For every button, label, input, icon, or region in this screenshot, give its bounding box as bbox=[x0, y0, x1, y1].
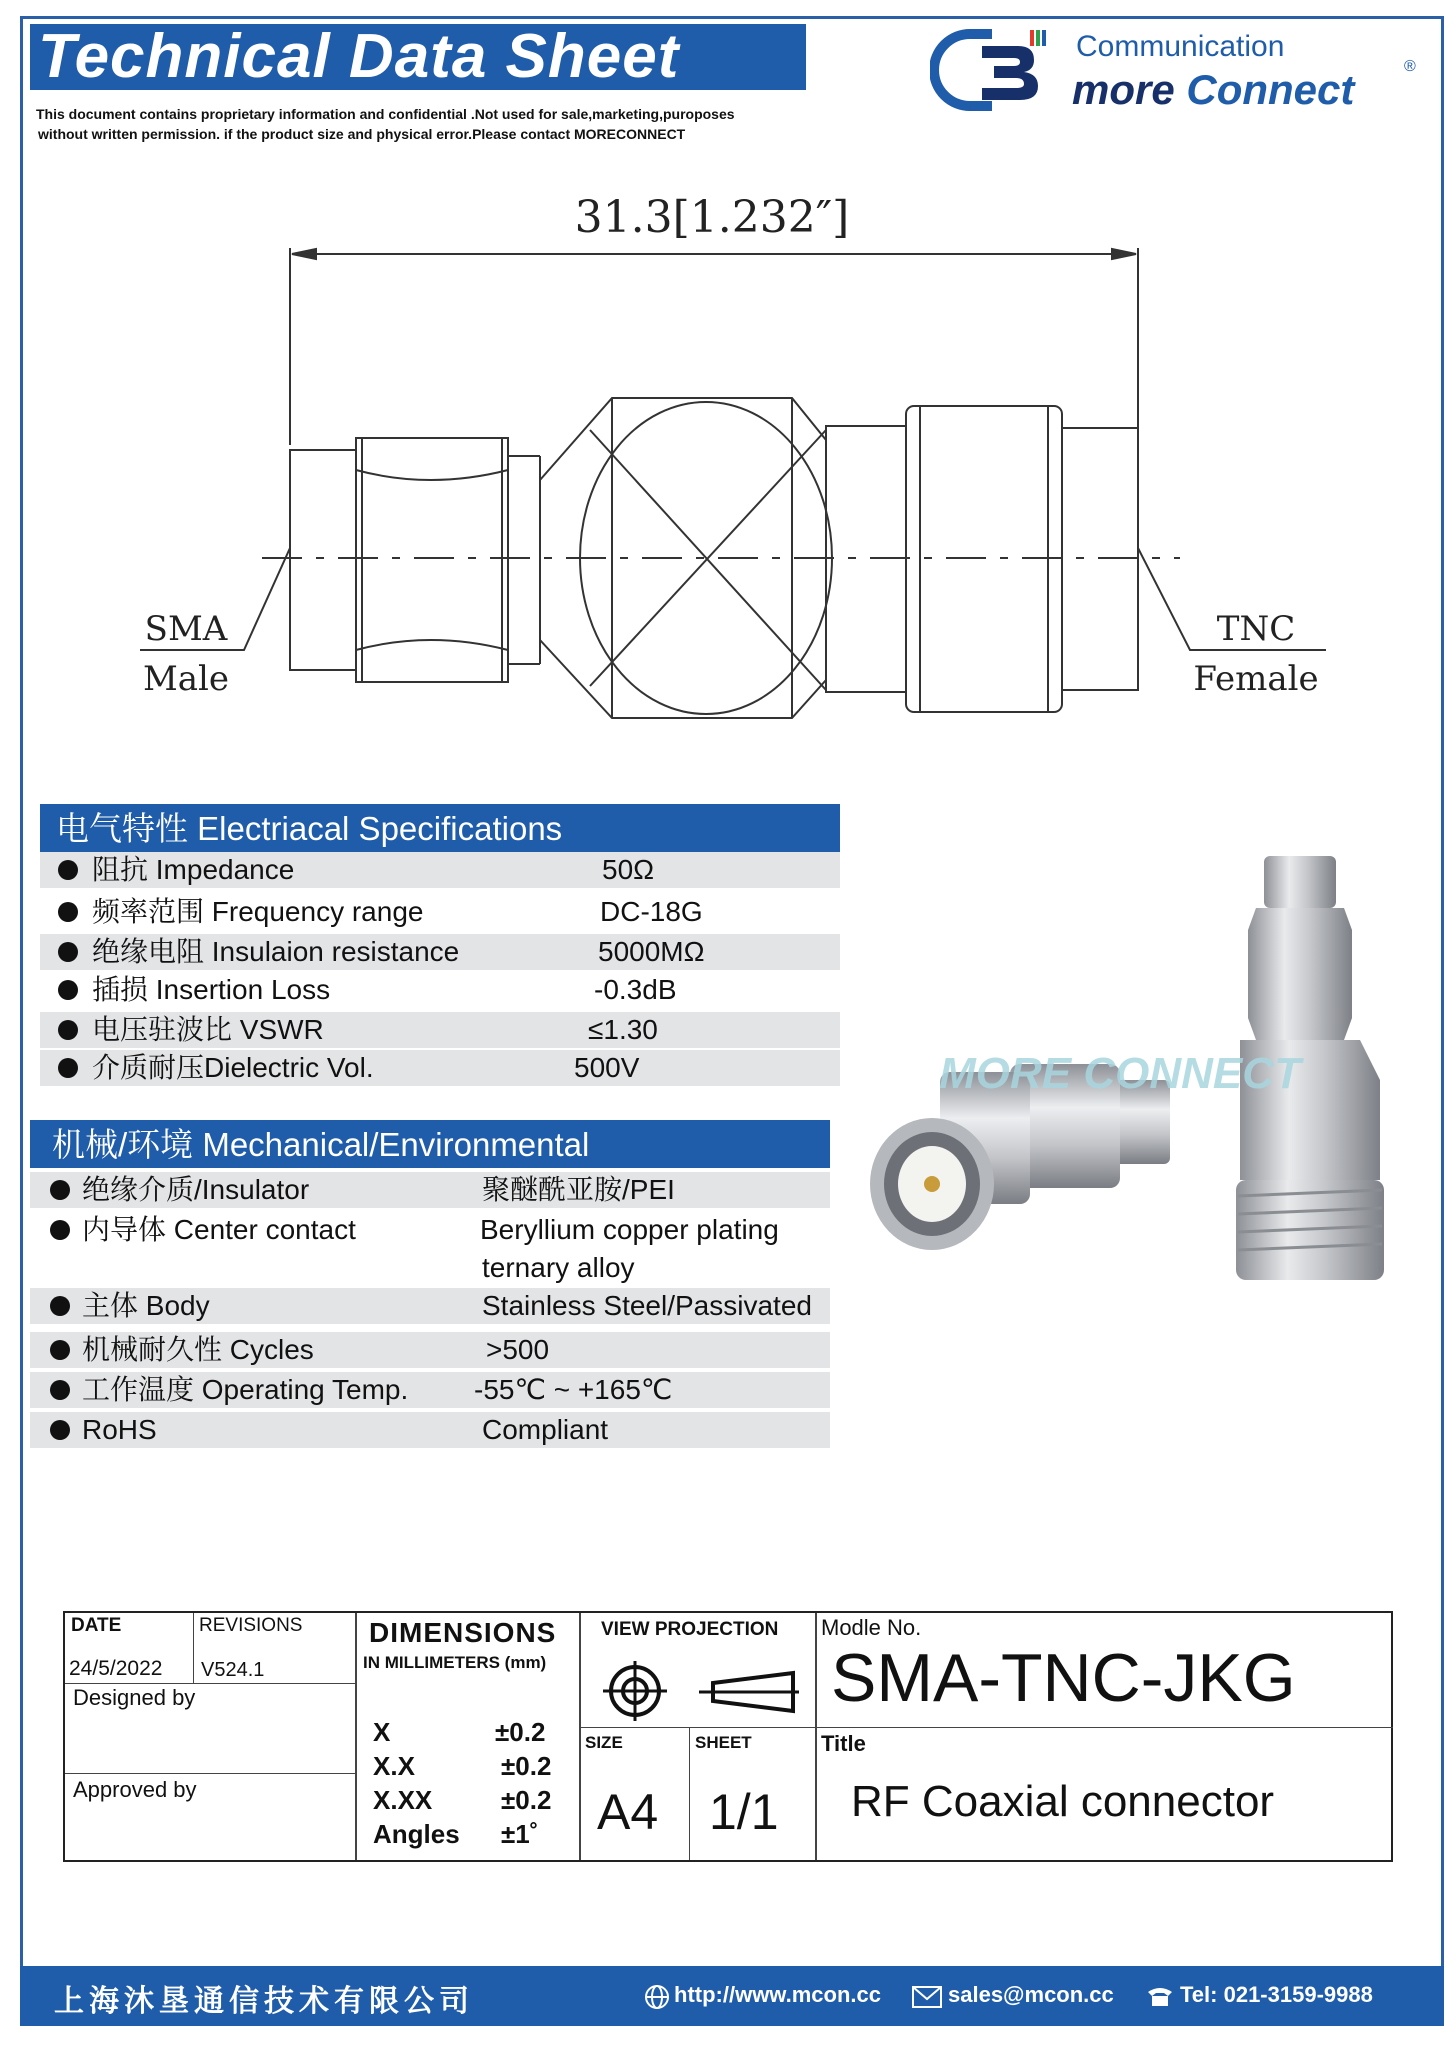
spec-row-insulation bbox=[40, 934, 840, 970]
spec-row-dielectric bbox=[40, 1050, 840, 1086]
mech-label: 工作温度 Operating Temp. bbox=[82, 1374, 409, 1405]
more-connect-logo-icon bbox=[930, 26, 1060, 116]
spec-label: 插损 Insertion Loss bbox=[92, 974, 331, 1005]
mech-row-rohs bbox=[30, 1412, 830, 1448]
mech-row-body bbox=[30, 1288, 830, 1324]
electrical-specs-heading: 电气特性 Electriacal Specifications bbox=[40, 804, 840, 852]
document-title: Technical Data Sheet bbox=[30, 24, 806, 90]
bullet-icon bbox=[50, 1340, 70, 1360]
mech-label: RoHS bbox=[82, 1414, 157, 1445]
bullet-icon bbox=[50, 1220, 70, 1240]
divider bbox=[815, 1613, 817, 1860]
spec-label: 电压驻波比 VSWR bbox=[92, 1014, 324, 1045]
right-connector-type: TNC bbox=[1216, 609, 1296, 649]
title-block bbox=[63, 1611, 1393, 1862]
divider bbox=[579, 1727, 815, 1728]
company-name: 上海沐垦通信技术有限公司 bbox=[54, 1984, 474, 2019]
divider bbox=[65, 1773, 355, 1774]
logo-more: more bbox=[1072, 66, 1187, 113]
model-label: Modle No. bbox=[821, 1615, 922, 1640]
divider bbox=[815, 1727, 1393, 1728]
mech-value: -55℃ ~ +165℃ bbox=[474, 1374, 673, 1405]
revisions-label: REVISIONS bbox=[199, 1615, 303, 1636]
tolerance-label: X bbox=[373, 1717, 391, 1747]
spec-row-impedance bbox=[40, 852, 840, 888]
logo-line-2 bbox=[1072, 66, 1354, 114]
disclaimer-line-2: without written permission. if the product size and physical error.Please contact MORECONNECT bbox=[38, 126, 686, 142]
approved-by-label: Approved by bbox=[73, 1777, 197, 1802]
tolerance-value: ±1˚ bbox=[501, 1819, 539, 1849]
revisions-value: V524.1 bbox=[201, 1659, 265, 1681]
website-link[interactable]: http://www.mcon.cc bbox=[674, 1982, 881, 2007]
spec-row-frequency bbox=[40, 894, 840, 930]
bullet-icon bbox=[58, 942, 78, 962]
spec-value: 5000MΩ bbox=[598, 936, 705, 967]
mech-value-continued: ternary alloy bbox=[482, 1252, 635, 1283]
dimensions-label: DIMENSIONS bbox=[369, 1617, 557, 1648]
mech-label: 绝缘介质/Insulator bbox=[82, 1174, 310, 1205]
product-photo bbox=[860, 840, 1420, 1280]
mech-label: 机械耐久性 Cycles bbox=[82, 1334, 314, 1365]
divider bbox=[355, 1613, 357, 1860]
bullet-icon bbox=[50, 1296, 70, 1316]
size-value: A4 bbox=[597, 1784, 659, 1840]
dimensions-unit: IN MILLIMETERS (mm) bbox=[363, 1653, 547, 1672]
spec-value: DC-18G bbox=[600, 896, 703, 927]
mech-row-operating-temp bbox=[30, 1372, 830, 1408]
disclaimer bbox=[36, 104, 836, 144]
phone-icon bbox=[1146, 1984, 1174, 2008]
tolerance-label: Angles bbox=[373, 1819, 460, 1849]
spec-value: 500V bbox=[574, 1052, 640, 1083]
registered-mark: ® bbox=[1404, 58, 1416, 75]
left-connector-type: SMA bbox=[144, 609, 228, 649]
tolerance-value: ±0.2 bbox=[501, 1785, 552, 1815]
model-value: SMA-TNC-JKG bbox=[831, 1640, 1296, 1716]
mech-value: Stainless Steel/Passivated bbox=[482, 1290, 812, 1321]
mech-row-insulator bbox=[30, 1172, 830, 1208]
mech-value: 聚醚酰亚胺/PEI bbox=[482, 1174, 675, 1205]
mech-value: >500 bbox=[486, 1334, 550, 1365]
telephone: Tel: 021-3159-9988 bbox=[1180, 1982, 1373, 2007]
title-value: RF Coaxial connector bbox=[851, 1777, 1275, 1826]
mech-label: 主体 Body bbox=[82, 1290, 210, 1321]
logo-line-1: Communication bbox=[1076, 30, 1285, 63]
dimension-label: 31.3[1.232″] bbox=[574, 192, 850, 243]
footer-bar bbox=[20, 1966, 1444, 2026]
spec-row-insertion-loss bbox=[40, 972, 840, 1008]
disclaimer-line-1: This document contains proprietary information and confidential .Not used for sale,marketing,puroposes bbox=[36, 106, 735, 122]
spec-row-vswr bbox=[40, 1012, 840, 1048]
logo-connect: Connect bbox=[1186, 66, 1355, 113]
sheet-label: SHEET bbox=[695, 1733, 752, 1752]
tolerance-value: ±0.2 bbox=[495, 1717, 546, 1747]
bullet-icon bbox=[58, 1058, 78, 1078]
date-value: 24/5/2022 bbox=[69, 1657, 163, 1680]
connector-drawing bbox=[120, 170, 1340, 730]
tolerance-label: X.X bbox=[373, 1751, 415, 1781]
first-angle-projection-icon bbox=[603, 1661, 803, 1721]
tolerance-value: ±0.2 bbox=[501, 1751, 552, 1781]
bullet-icon bbox=[58, 860, 78, 880]
left-connector-gender: Male bbox=[142, 659, 230, 699]
divider bbox=[579, 1613, 581, 1860]
globe-icon bbox=[644, 1984, 670, 2010]
mail-icon bbox=[912, 1986, 942, 2008]
sheet-value: 1/1 bbox=[709, 1784, 779, 1840]
right-connector-gender: Female bbox=[1193, 659, 1319, 699]
photo-watermark: MORE CONNECT bbox=[939, 1049, 1301, 1098]
spec-value: -0.3dB bbox=[594, 974, 677, 1005]
divider bbox=[65, 1683, 355, 1684]
mech-label: 内导体 Center contact bbox=[82, 1214, 356, 1245]
bullet-icon bbox=[58, 902, 78, 922]
bullet-icon bbox=[50, 1380, 70, 1400]
divider bbox=[193, 1613, 194, 1683]
date-label: DATE bbox=[71, 1615, 122, 1636]
bullet-icon bbox=[58, 980, 78, 1000]
title-label: Title bbox=[821, 1731, 866, 1756]
size-label: SIZE bbox=[585, 1733, 623, 1752]
spec-label: 频率范围 Frequency range bbox=[92, 896, 424, 927]
designed-by-label: Designed by bbox=[73, 1685, 196, 1710]
spec-label: 绝缘电阻 Insulaion resistance bbox=[92, 936, 460, 967]
mech-value: Compliant bbox=[482, 1414, 609, 1445]
mech-row-center-contact bbox=[30, 1212, 830, 1288]
view-projection-label: VIEW PROJECTION bbox=[601, 1619, 779, 1640]
mechanical-specs-heading: 机械/环境 Mechanical/Environmental bbox=[30, 1120, 830, 1168]
spec-value: ≤1.30 bbox=[588, 1014, 658, 1045]
mech-value: Beryllium copper plating bbox=[480, 1214, 779, 1245]
spec-label: 介质耐压Dielectric Vol. bbox=[92, 1052, 374, 1083]
bullet-icon bbox=[50, 1420, 70, 1440]
spec-label: 阻抗 Impedance bbox=[92, 854, 295, 885]
tolerance-label: X.XX bbox=[373, 1785, 433, 1815]
email-link[interactable]: sales@mcon.cc bbox=[948, 1982, 1114, 2007]
spec-value: 50Ω bbox=[602, 854, 655, 885]
mech-row-cycles bbox=[30, 1332, 830, 1368]
divider bbox=[689, 1727, 690, 1860]
bullet-icon bbox=[58, 1020, 78, 1040]
bullet-icon bbox=[50, 1180, 70, 1200]
